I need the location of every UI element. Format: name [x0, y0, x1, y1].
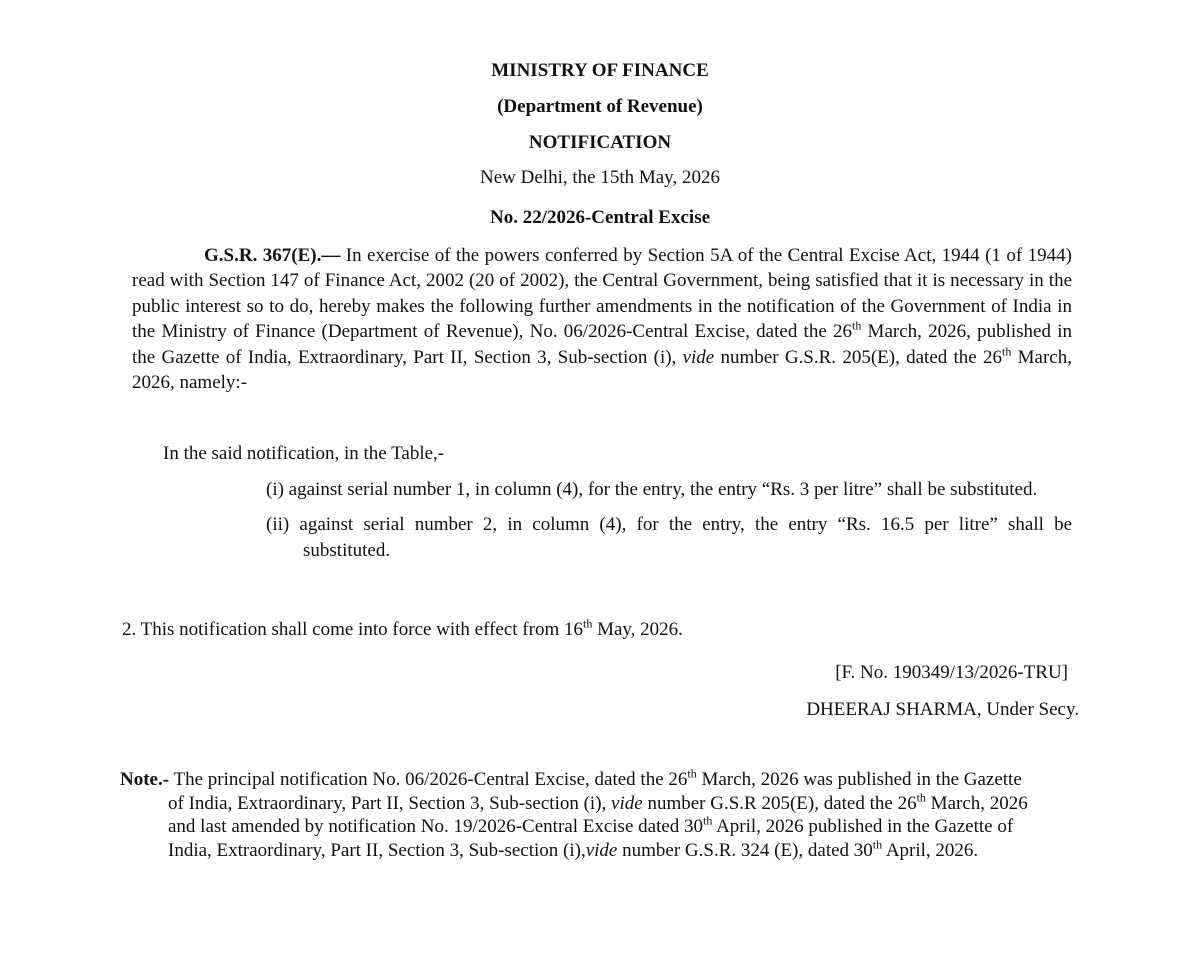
vide-italic: vide [611, 792, 643, 814]
ministry-heading: MINISTRY OF FINANCE [491, 60, 709, 81]
sup-th: th [703, 813, 713, 828]
note-line-2 [120, 792, 1080, 816]
note-text: March, 2026 was published in the Gazette [696, 769, 1022, 790]
main-paragraph [132, 243, 1072, 395]
note-text: of India, Extraordinary, Part II, Section 3, Sub-section (i), [168, 792, 612, 814]
note-text: March, 2026 [925, 792, 1028, 814]
sup-th: th [1002, 344, 1012, 359]
note-text: India, Extraordinary, Part II, Section 3, Sub-section (i), [168, 839, 586, 861]
sup-th: th [687, 766, 697, 781]
sup-th: th [851, 318, 862, 333]
note-block [120, 768, 1080, 862]
place-date: New Delhi, the 15th May, 2026 [480, 167, 720, 188]
note-label: Note.- [120, 769, 170, 790]
vide-italic: vide [682, 346, 715, 368]
amendment-item-2 [266, 512, 1072, 538]
para2-text-b: May, 2026. [592, 619, 683, 640]
para1-text-d: March, 2026, namely:- [132, 346, 1072, 394]
note-text: April, 2026 published in the Gazette of [712, 816, 1014, 837]
notification-heading: NOTIFICATION [528, 132, 672, 153]
amendment-item-2-line2: substituted. [303, 540, 391, 561]
amendment-item-2-line1: (ii) against serial number 2, in column (4), for the entry, the entry “Rs. 16.5 per litre” shall be [266, 514, 1072, 535]
note-text: number G.S.R. 324 (E), dated 30 [617, 839, 873, 861]
sup-th: th [582, 616, 593, 631]
notification-number: No. 22/2026-Central Excise [489, 207, 711, 228]
note-line-4 [120, 839, 1080, 863]
sup-th: th [872, 837, 883, 852]
para1-text-c: number G.S.R. 205(E), dated the 26 [714, 346, 1003, 368]
gsr-reference: G.S.R. 367(E).— [204, 245, 341, 266]
effective-date-paragraph [122, 618, 683, 642]
note-text: and last amended by notification No. 19/2026-Central Excise dated 30 [168, 816, 704, 837]
table-intro: In the said notification, in the Table,- [163, 443, 445, 464]
para2-text-a: 2. This notification shall come into force with effect from 16 [122, 619, 583, 640]
vide-italic: vide [585, 839, 618, 861]
file-number: [F. No. 190349/13/2026-TRU] [835, 662, 1068, 683]
note-text: The principal notification No. 06/2026-Central Excise, dated the 26 [169, 769, 688, 790]
note-line-1 [120, 768, 1080, 792]
para1-text-b: March, 2026, published in the Gazette of India, Extraordinary, Part II, Section 3, Sub-section (i), [132, 321, 1072, 368]
department-heading: (Department of Revenue) [497, 96, 703, 117]
para1-text-a: In exercise of the powers conferred by Section 5A of the Central Excise Act, 1944 (1 of 1944) read with Section 147 of Finance Act, 2002 (20 of 2002), the Central Government, being satisfied that it is necessary in the public interest so to do, hereby makes the following further amendments in the notification of the Government of India in the Ministry of Finance (Department of Revenue), No. 06/2026-Central Excise, dated the 26 [132, 245, 1072, 343]
sup-th: th [916, 790, 926, 805]
signatory: DHEERAJ SHARMA, Under Secy. [806, 699, 1079, 720]
note-line-3 [120, 815, 1080, 839]
amendment-item-1: (i) against serial number 1, in column (4), for the entry, the entry “Rs. 3 per litre” shall be substituted. [266, 479, 1038, 500]
note-text: number G.S.R 205(E), dated the 26 [642, 792, 917, 814]
note-text: April, 2026. [882, 839, 979, 861]
